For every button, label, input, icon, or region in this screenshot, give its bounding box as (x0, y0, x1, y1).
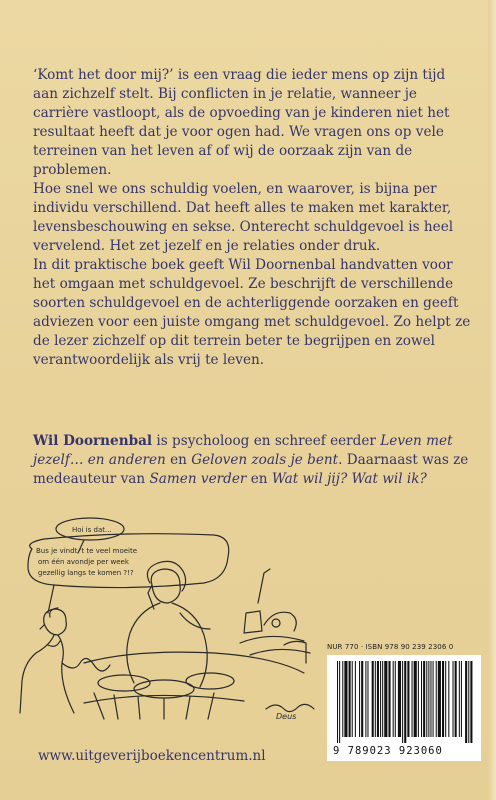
book-title-2: Geloven zoals je bent (191, 452, 339, 468)
cartoon-illustration (14, 513, 354, 723)
barcode-bar (352, 661, 353, 737)
barcode-bar (421, 661, 422, 737)
barcode-bar (412, 661, 413, 737)
barcode-bar (445, 661, 446, 737)
dish-pile (84, 652, 304, 673)
blurb-text (33, 66, 473, 370)
barcode-bar (453, 661, 454, 737)
book-title-4: Wat wil jij? Wat wil ik? (271, 471, 427, 487)
cover-edge (488, 0, 496, 800)
barcode-bar (433, 661, 434, 737)
book-title-1: Leven met jezelf… en anderen (33, 433, 453, 468)
bio-text-4: en (246, 471, 272, 487)
barcode-bar (375, 661, 376, 737)
barcode-bar (426, 661, 427, 737)
book-title-3: Samen verder (149, 471, 247, 487)
bio-text-1: is psycholoog en schreef eerder (152, 433, 381, 449)
barcode-bar (380, 661, 381, 737)
barcode-bar (470, 661, 472, 743)
barcode-bar (423, 661, 425, 737)
bubble-line-3: gezellig langs te komen ?!? (38, 569, 134, 577)
blurb-paragraph-2: Hoe snel we ons schuldig voelen, en waarover, is bijna per individu verschillend. Dat heeft alles te maken met karakter, levensbeschouwing en sekse. Onterecht schuldgevoel is heel vervelend. Het zet jezelf en je relaties onder druk. (33, 181, 454, 254)
barcode-bar (344, 661, 347, 737)
barcode-bar (395, 661, 396, 737)
barcode-bar (414, 661, 417, 737)
barcode-bar (430, 661, 431, 737)
barcode-bar (342, 661, 343, 737)
author-bio (33, 432, 473, 489)
bio-text-3: . Daarnaast was ze medeauteur van (33, 452, 469, 487)
barcode-bar (398, 661, 401, 737)
barcode-bar (365, 661, 366, 737)
blurb-paragraph-3: In dit praktische boek geeft Wil Doornenbal handvatten voor het omgaan met schuldgevoel. Ze beschrijft de verschillende soorten schuldgevoel en de achterliggende oorzaken en geeft adviezen voor een juiste omgang met schuldgevoel. Zo helpt ze de lezer zichzelf op dit terrein beter te begrijpen en zowel verantwoordelijk als vrij te leven. (33, 257, 471, 368)
bubble-line-2: om één avondje per week (38, 558, 129, 566)
barcode-bars (333, 661, 475, 743)
barcode-bar (436, 661, 437, 737)
barcode-bar (377, 661, 379, 737)
barcode-bar (438, 661, 441, 737)
author-name: Wil Doornenbal (33, 433, 153, 449)
barcode-bar (355, 661, 356, 737)
cartoon-signature: Deus (276, 712, 297, 721)
barcode-bar (337, 661, 338, 743)
barcode-bar (339, 661, 340, 743)
website-url: www.uitgeverijboekencentrum.nl (38, 748, 266, 764)
blurb-paragraph-1: ‘Komt het door mij?’ is een vraag die ieder mens op zijn tijd aan zichzelf stelt. Bij conflicten in je relatie, wanneer je carrière vastloopt, als de opvoeding van je kinderen niet het resultaat heeft dat je voor ogen had. We vragen ons op vele terreinen van het leven af of wij de oorzaak zijn van de problemen. (33, 67, 450, 178)
barcode-bar (442, 661, 444, 737)
barcode-bar (428, 661, 429, 737)
barcode (327, 655, 481, 761)
barcode-bar (459, 661, 460, 737)
barcode-bar (465, 661, 467, 743)
woman-left (44, 609, 67, 635)
barcode-bar (418, 661, 419, 737)
isbn-line: NUR 770 · ISBN 978 90 239 2306 0 (327, 643, 454, 651)
barcode-bar (402, 661, 403, 743)
barcode-bar (455, 661, 457, 737)
barcode-bar (461, 661, 462, 737)
barcode-bar (407, 661, 409, 737)
barcode-bar (372, 661, 374, 737)
barcode-bar (448, 661, 449, 737)
bio-text-2: en (165, 452, 192, 468)
barcode-bar (359, 661, 360, 737)
barcode-bar (393, 661, 394, 737)
bubble-line-1: Bus je vindt 't te veel moeite (36, 547, 138, 555)
barcode-bar (404, 661, 406, 743)
barcode-bar (388, 661, 390, 737)
barcode-bar (367, 661, 368, 737)
barcode-bar (361, 661, 363, 737)
barcode-bar (382, 661, 383, 737)
barcode-bar (384, 661, 387, 737)
barcode-number: 9 789023 923060 (333, 745, 443, 757)
bubble-small-text: Hoi is dat... (72, 526, 112, 534)
barcode-bar (349, 661, 351, 737)
barcode-bar (468, 661, 469, 743)
